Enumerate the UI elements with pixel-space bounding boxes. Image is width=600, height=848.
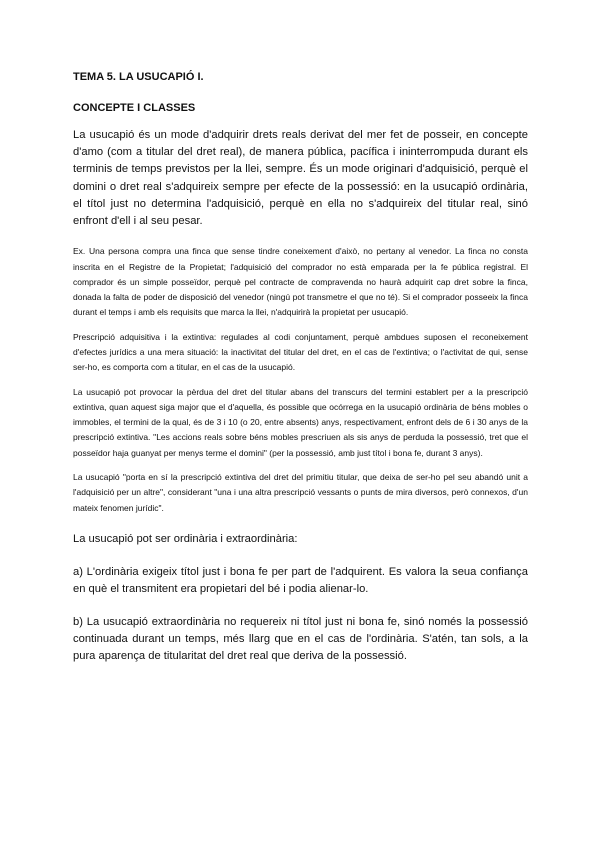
topic-title: TEMA 5. LA USUCAPIÓ I. bbox=[73, 71, 204, 83]
ordinary-usucapio-paragraph: a) L'ordinària exigeix títol just i bona fe per part de l'adquirent. Es valora la seua confiança en què el transmitent era propietari del bé i podia alienar-lo. bbox=[73, 566, 528, 596]
quote-paragraph: La usucapió "porta en sí la prescripció extintiva del dret del primitiu titular, que deixa de ser-ho pel seu abandó unit a l'adquisició per un altre", considerant "una i una altra prescripció vessants o punts de mira diversos, però connexos, d'un mateix fenomen jurídic". bbox=[73, 472, 528, 513]
example-paragraph: Ex. Una persona compra una finca que sense tindre coneixement d'això, no pertany al venedor. La finca no consta inscrita en el Registre de la Propietat; l'adquisició del comprador no està emparada per la fe pública registral. El comprador és un simple posseïdor, perquè pel contracte de compravenda no haurà adquirit cap dret sobre la finca, donada la falta de poder de disposició del venedor (ningú pot transmetre el que no té). Si el comprador posseeix la finca durant el temps i amb els requisits que marca la llei, n'adquirirà la propietat per usucapió. bbox=[73, 246, 528, 318]
types-intro-paragraph: La usucapió pot ser ordinària i extraordinària: bbox=[73, 532, 298, 545]
extraordinary-usucapio-paragraph: b) La usucapió extraordinària no requereix ni títol just ni bona fe, sinó només la possessió continuada durant un temps, més llarg que en el cas de l'ordinària. S'atén, tan sols, a la pura aparença de titularitat del dret real que deriva de la possessió. bbox=[73, 615, 528, 662]
effects-paragraph: La usucapió pot provocar la pèrdua del dret del titular abans del transcurs del termini establert per a la prescripció extintiva, quan aquest siga major que el d'aquella, és possible que ocórrega en la usucapió ordinària de béns mobles o immobles, el termini de la qual, és de 3 i 10 (o 20, entre absents) anys, respectivament, enfront dels de 6 i 30 anys de la prescripció extintiva. "Les accions reals sobre béns mobles prescriuen als sis anys de perduda la possessió, tret que el posseïdor haja guanyat per menys terme el domini" (per la possessió, amb just títol i bona fe, durant 3 anys). bbox=[73, 386, 528, 458]
document-page bbox=[73, 68, 528, 665]
section-title: CONCEPTE I CLASSES bbox=[73, 102, 196, 114]
prescription-paragraph: Prescripció adquisitiva i la extintiva: regulades al codi conjuntament, perquè ambdues suposen el reconeixement d'efectes jurídics a una mera situació: la inactivitat del titular del dret, en el cas de l'extintiva; o l'activitat de qui, sense ser-ho, es comporta com a titular, en el cas de la usucapió. bbox=[73, 331, 528, 373]
intro-paragraph: La usucapió és un mode d'adquirir drets reals derivat del mer fet de posseir, en concepte d'amo (com a titular del dret real), de manera pública, pacífica i ininterrompuda durant els terminis de temps previstos per la llei, sempre. És un mode originari d'adquisició, perquè el domini o dret real s'adquireix sempre per efecte de la possessió: en la usucapió ordinària, el títol just no determina l'adquisició, perquè en ella no s'adquireix del titular real, sinó enfront d'ell i al seu pesar. bbox=[73, 129, 528, 228]
